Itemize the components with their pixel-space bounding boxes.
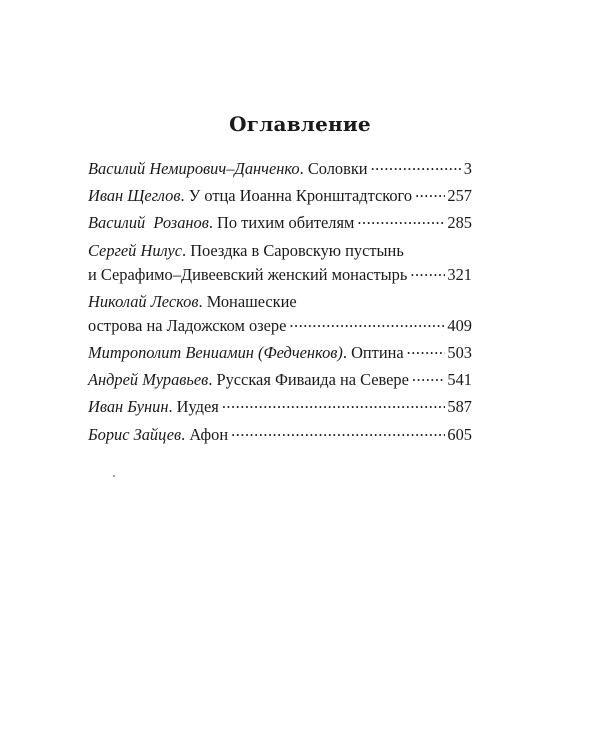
toc-entry-title: Иудея [176, 397, 219, 417]
toc-entry-page: 409 [447, 315, 472, 335]
toc-entry-page: 321 [447, 264, 472, 284]
table-of-contents [88, 157, 472, 450]
toc-entry-page: 541 [447, 370, 472, 390]
dot-leader [415, 185, 445, 201]
toc-entry-separator: . [182, 240, 191, 260]
toc-entry[interactable] [88, 423, 472, 447]
toc-entry-page: 587 [447, 397, 472, 417]
toc-entry-separator: . [299, 159, 308, 178]
toc-entry-author: Николай Лесков [88, 291, 199, 311]
toc-entry-title: Оптина [351, 342, 404, 362]
toc-entry-title: Соловки [307, 159, 368, 178]
toc-entry[interactable] [88, 341, 472, 365]
toc-entry-title: Русская Фиваида на Севере [216, 370, 409, 390]
dot-leader [289, 314, 445, 330]
toc-entry-title-continued: острова на Ладожском озере [88, 315, 287, 335]
toc-entry[interactable] [88, 157, 472, 181]
paper-speck [113, 475, 115, 477]
toc-entry-page: 503 [447, 342, 472, 362]
toc-entry-separator: . [180, 186, 189, 206]
toc-entry-separator: . [208, 213, 218, 233]
toc-entry[interactable] [88, 211, 472, 235]
toc-entry-separator: . [198, 291, 207, 311]
dot-leader [371, 158, 462, 174]
dot-leader [410, 263, 445, 279]
toc-entry-page: 3 [463, 159, 472, 178]
toc-entry-title: Афон [189, 424, 229, 444]
toc-entry[interactable] [88, 239, 472, 287]
toc-entry-separator: . [208, 370, 217, 390]
toc-entry-title-continued: и Серафимо–Дивеевский женский монастырь [88, 264, 408, 284]
toc-entry-author: Василий Немирович–Данченко [88, 159, 300, 178]
toc-entry-page: 257 [447, 186, 472, 206]
dot-leader [222, 396, 446, 412]
toc-entry[interactable] [88, 184, 472, 208]
toc-entry-author: Иван Щеглов [88, 186, 181, 206]
toc-entry-author: Борис Зайцев [88, 424, 182, 444]
toc-entry-author: Василий Розанов [88, 213, 209, 233]
toc-entry-author: Сергей Нилус [88, 240, 182, 260]
dot-leader [407, 342, 446, 358]
toc-entry-page: 285 [447, 213, 472, 233]
toc-entry-title: У отца Иоанна Кронштадтского [188, 186, 413, 206]
toc-entry-author: Иван Бунин [88, 397, 169, 417]
toc-entry-separator: . [342, 342, 352, 362]
toc-entry-title: По тихим обителям [217, 213, 355, 233]
toc-entry[interactable] [88, 395, 472, 419]
dot-leader [231, 423, 445, 439]
page-title: Оглавление [229, 112, 371, 136]
toc-entry-page: 605 [447, 424, 472, 444]
toc-entry-author: Андрей Муравьев [88, 370, 209, 390]
toc-entry-separator: . [168, 397, 177, 417]
toc-entry[interactable] [88, 368, 472, 392]
dot-leader [412, 369, 446, 385]
toc-entry-title: Монашеские [206, 291, 297, 311]
toc-entry-title: Поездка в Саровскую пустынь [190, 240, 404, 260]
toc-entry-separator: . [181, 424, 190, 444]
toc-entry[interactable] [88, 290, 472, 338]
toc-entry-author: Митрополит Вениамин (Федченков) [88, 342, 343, 362]
dot-leader [357, 212, 445, 228]
